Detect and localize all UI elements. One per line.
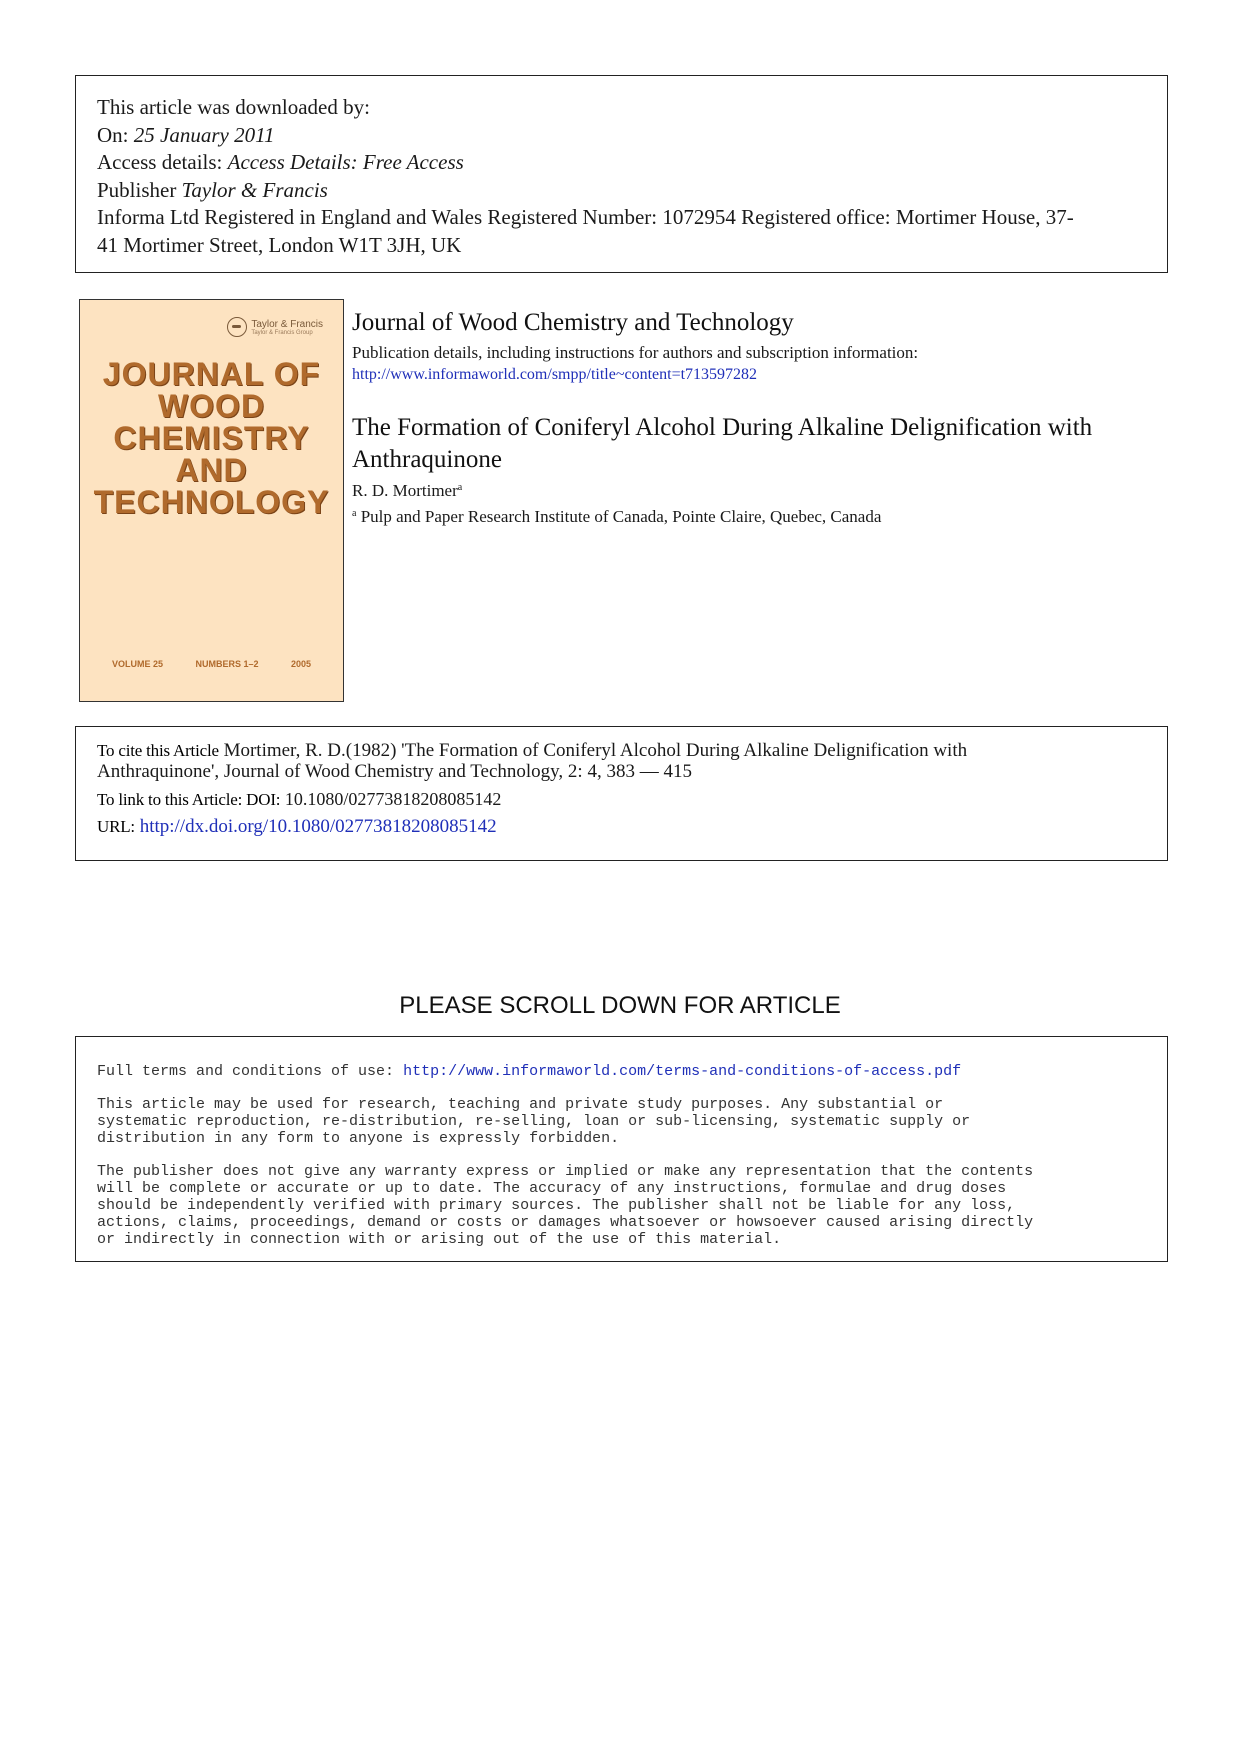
cite-text-line-2: Anthraquinone', Journal of Wood Chemistry and Technology, 2: 4, 383 — 415 <box>97 761 692 782</box>
affiliation <box>352 502 1172 528</box>
cite-label: To cite this Article <box>97 741 219 760</box>
doi-url-link[interactable]: http://dx.doi.org/10.1080/02773818208085142 <box>134 816 497 837</box>
article-info <box>352 307 1172 528</box>
informa-line-1: Informa Ltd Registered in England and Wales Registered Number: 1072954 Registered office: Mortimer House, 37- <box>97 205 1074 229</box>
author <box>352 476 1172 502</box>
doi-row <box>97 789 1146 810</box>
terms-paragraph-usage: This article may be used for research, teaching and private study purposes. Any substantial or systematic reproduction, re-distribution, re-selling, loan or sub-licensing, systematic supply or distribution in any form to anyone is expressly forbidden. <box>97 1096 971 1147</box>
download-info-box <box>75 75 1168 273</box>
journal-title: Journal of Wood Chemistry and Technology <box>352 309 794 336</box>
cover-title-line: CHEMISTRY <box>113 420 310 456</box>
terms-intro-row <box>97 1063 1146 1080</box>
cite-text-line-1: Mortimer, R. D.(1982) 'The Formation of Coniferyl Alcohol During Alkaline Delignification with <box>218 740 968 761</box>
affiliation-text: Pulp and Paper Research Institute of Canada, Pointe Claire, Quebec, Canada <box>356 507 882 526</box>
cover-title-line: WOOD <box>157 388 266 424</box>
doi-label: To link to this Article: DOI: <box>97 790 281 809</box>
publication-details: Publication details, including instructions for authors and subscription information: <box>352 343 919 362</box>
publisher-logo-text: Taylor & Francis <box>251 318 323 330</box>
cover-title-line: JOURNAL OF <box>102 356 321 392</box>
terms-intro: Full terms and conditions of use: <box>97 1063 404 1080</box>
download-date-row <box>97 122 1146 150</box>
terms-paragraph-disclaimer: The publisher does not give any warranty express or implied or make any representation that the contents will be complete or accurate or up to date. The accuracy of any instructions, formulae and drug doses should be independently verified with primary sources. The publisher shall not be liable for any loss, actions, claims, proceedings, demand or costs or damages whatsoever or howsoever caused arising directly or indirectly in connection with or arising out of the use of this material. <box>97 1163 1034 1248</box>
terms-box <box>75 1036 1168 1262</box>
cover-volume: VOLUME 25 <box>112 659 164 669</box>
publisher-logo-subtext: Taylor & Francis Group <box>251 329 313 336</box>
doi-value: 10.1080/02773818208085142 <box>280 789 502 809</box>
author-name: R. D. Mortimer <box>352 481 458 500</box>
cover-title-line: AND <box>175 452 248 488</box>
access-details-row <box>97 149 1146 177</box>
access-details: Access Details: Free Access <box>227 150 464 174</box>
download-date: 25 January 2011 <box>133 122 275 147</box>
article-title: The Formation of Coniferyl Alcohol During Alkaline Delignification with Anthraquinone <box>352 414 1093 473</box>
affiliation-superscript: a <box>352 508 357 519</box>
url-row <box>97 816 1146 837</box>
cover-footer <box>112 659 311 669</box>
author-superscript: a <box>457 482 463 493</box>
journal-link[interactable]: http://www.informaworld.com/smpp/title~content=t713597282 <box>352 366 758 383</box>
access-details-label: Access details: <box>97 150 228 174</box>
cite-row <box>97 740 1146 782</box>
publisher-label: Publisher <box>97 177 182 202</box>
publisher-name: Taylor & Francis <box>181 177 328 202</box>
publisher-row <box>97 177 1146 205</box>
informa-line-2: 41 Mortimer Street, London W1T 3JH, UK <box>97 232 462 257</box>
publisher-logo-icon <box>227 317 247 337</box>
cover-numbers: NUMBERS 1–2 <box>195 659 259 669</box>
citation-box <box>75 726 1168 861</box>
cover-year: 2005 <box>290 659 311 669</box>
cover-title-line: TECHNOLOGY <box>93 484 330 520</box>
cover-title <box>80 358 343 518</box>
journal-cover <box>79 299 344 702</box>
publisher-logo <box>227 317 323 337</box>
download-date-label: On: <box>97 122 134 147</box>
scroll-notice: PLEASE SCROLL DOWN FOR ARTICLE <box>399 992 841 1019</box>
terms-link[interactable]: http://www.informaworld.com/terms-and-conditions-of-access.pdf <box>403 1063 962 1080</box>
url-label: URL: <box>97 817 135 836</box>
download-line: This article was downloaded by: <box>97 95 370 119</box>
